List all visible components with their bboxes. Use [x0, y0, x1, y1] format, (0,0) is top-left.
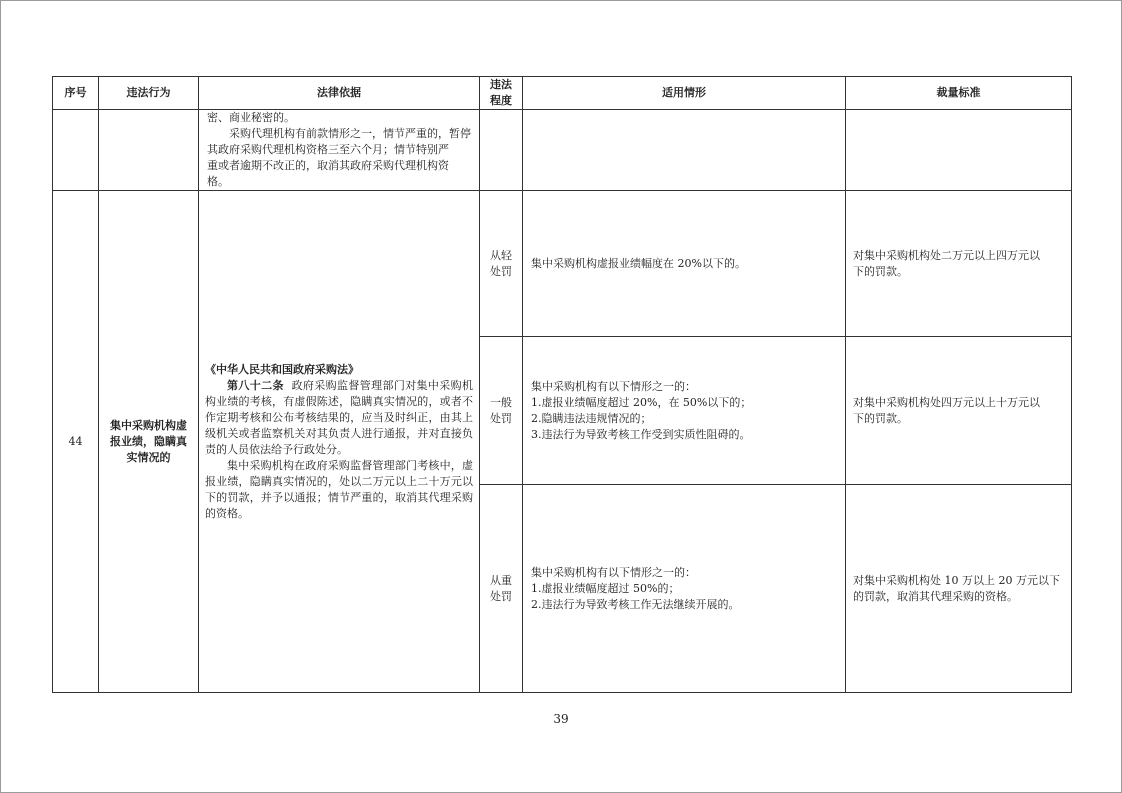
cont-standard-cell — [846, 110, 1072, 191]
situation-general-line2: 1.虚报业绩幅度超过 20%，在 50%以下的； — [531, 395, 752, 409]
cont-no-cell — [53, 110, 99, 191]
cont-situation-cell — [523, 110, 846, 191]
situation-heavy-line1: 集中采购机构有以下情形之一的： — [531, 565, 696, 579]
cont-line-2: 采购代理机构有前款情形之一，情节严重的，暂停 — [229, 127, 471, 140]
degree-light-line1: 从轻 — [490, 248, 512, 262]
degree-general-line2: 处罚 — [490, 411, 512, 425]
header-degree-line1: 违法 — [490, 78, 512, 91]
table-row-continuation — [53, 110, 1072, 191]
law-title: 《中华人民共和国政府采购法》 — [205, 362, 359, 376]
header-degree-line2: 程度 — [490, 94, 512, 107]
situation-general-line4: 3.违法行为导致考核工作受到实质性阻碍的。 — [531, 427, 751, 441]
standard-heavy — [846, 485, 1072, 693]
table-header-row — [53, 77, 1072, 110]
situation-heavy-line3: 2.违法行为导致考核工作无法继续开展的。 — [531, 597, 740, 611]
situation-general-line1: 集中采购机构有以下情形之一的： — [531, 379, 696, 393]
cont-line-1: 密、商业秘密的。 — [207, 111, 295, 124]
cont-line-5: 格。 — [207, 175, 229, 188]
degree-heavy-line1: 从重 — [490, 573, 512, 587]
row44-no: 44 — [53, 191, 99, 693]
degree-general-line1: 一般 — [490, 395, 512, 409]
cont-violation-cell — [99, 110, 199, 191]
header-violation: 违法行为 — [99, 77, 199, 110]
law-article — [205, 378, 473, 458]
situation-heavy-line2: 1.虚报业绩幅度超过 50%的； — [531, 581, 680, 595]
standard-heavy-line2: 的罚款，取消其代理采购的资格。 — [853, 589, 1018, 603]
degree-general — [480, 337, 523, 485]
degree-light — [480, 191, 523, 337]
situation-heavy — [523, 485, 846, 693]
article-text: 政府采购监督管理部门对集中采购机构业绩的考核，有虚假陈述，隐瞒真实情况的，或者不作定期考核和公布考核结果的，应当及时纠正，由其上级机关或者监察机关对其负责人进行通报，并对直接负责的人员依法给予行政处分。 — [205, 378, 474, 456]
situation-light — [523, 191, 846, 337]
law-paragraph-2: 集中采购机构在政府采购监督管理部门考核中，虚报业绩，隐瞒真实情况的，处以二万元以上二十万元以下的罚款，并予以通报；情节严重的，取消其代理采购的资格。 — [205, 458, 473, 520]
row44-violation: 集中采购机构虚报业绩，隐瞒真实情况的 — [99, 191, 199, 693]
standard-light-line1: 对集中采购机构处二万元以上四万元以 — [853, 248, 1040, 262]
page-number: 39 — [553, 712, 569, 726]
penalty-table — [52, 76, 1072, 693]
header-standard: 裁量标准 — [846, 77, 1072, 110]
cont-legal-basis-cell — [199, 110, 480, 191]
standard-general-line1: 对集中采购机构处四万元以上十万元以 — [853, 395, 1040, 409]
standard-light — [846, 191, 1072, 337]
standard-light-line2: 下的罚款。 — [853, 264, 908, 278]
cont-degree-cell — [480, 110, 523, 191]
article-label: 第八十二条 — [227, 378, 284, 392]
cont-line-3: 其政府采购代理机构资格三至六个月；情节特别严 — [207, 143, 449, 156]
degree-light-line2: 处罚 — [490, 264, 512, 278]
header-no: 序号 — [53, 77, 99, 110]
table-row-44-light — [53, 191, 1072, 337]
standard-general-line2: 下的罚款。 — [853, 411, 908, 425]
header-situation: 适用情形 — [523, 77, 846, 110]
row44-legal-basis — [199, 191, 480, 693]
situation-general-line3: 2.隐瞒违法违规情况的； — [531, 411, 652, 425]
standard-heavy-line1: 对集中采购机构处 10 万以上 20 万元以下 — [853, 573, 1060, 587]
degree-heavy — [480, 485, 523, 693]
situation-light-line1: 集中采购机构虚报业绩幅度在 20%以下的。 — [531, 256, 746, 270]
degree-heavy-line2: 处罚 — [490, 589, 512, 603]
standard-general — [846, 337, 1072, 485]
header-legal-basis: 法律依据 — [199, 77, 480, 110]
situation-general — [523, 337, 846, 485]
cont-line-4: 重或者逾期不改正的，取消其政府采购代理机构资 — [207, 159, 449, 172]
header-degree — [480, 77, 523, 110]
